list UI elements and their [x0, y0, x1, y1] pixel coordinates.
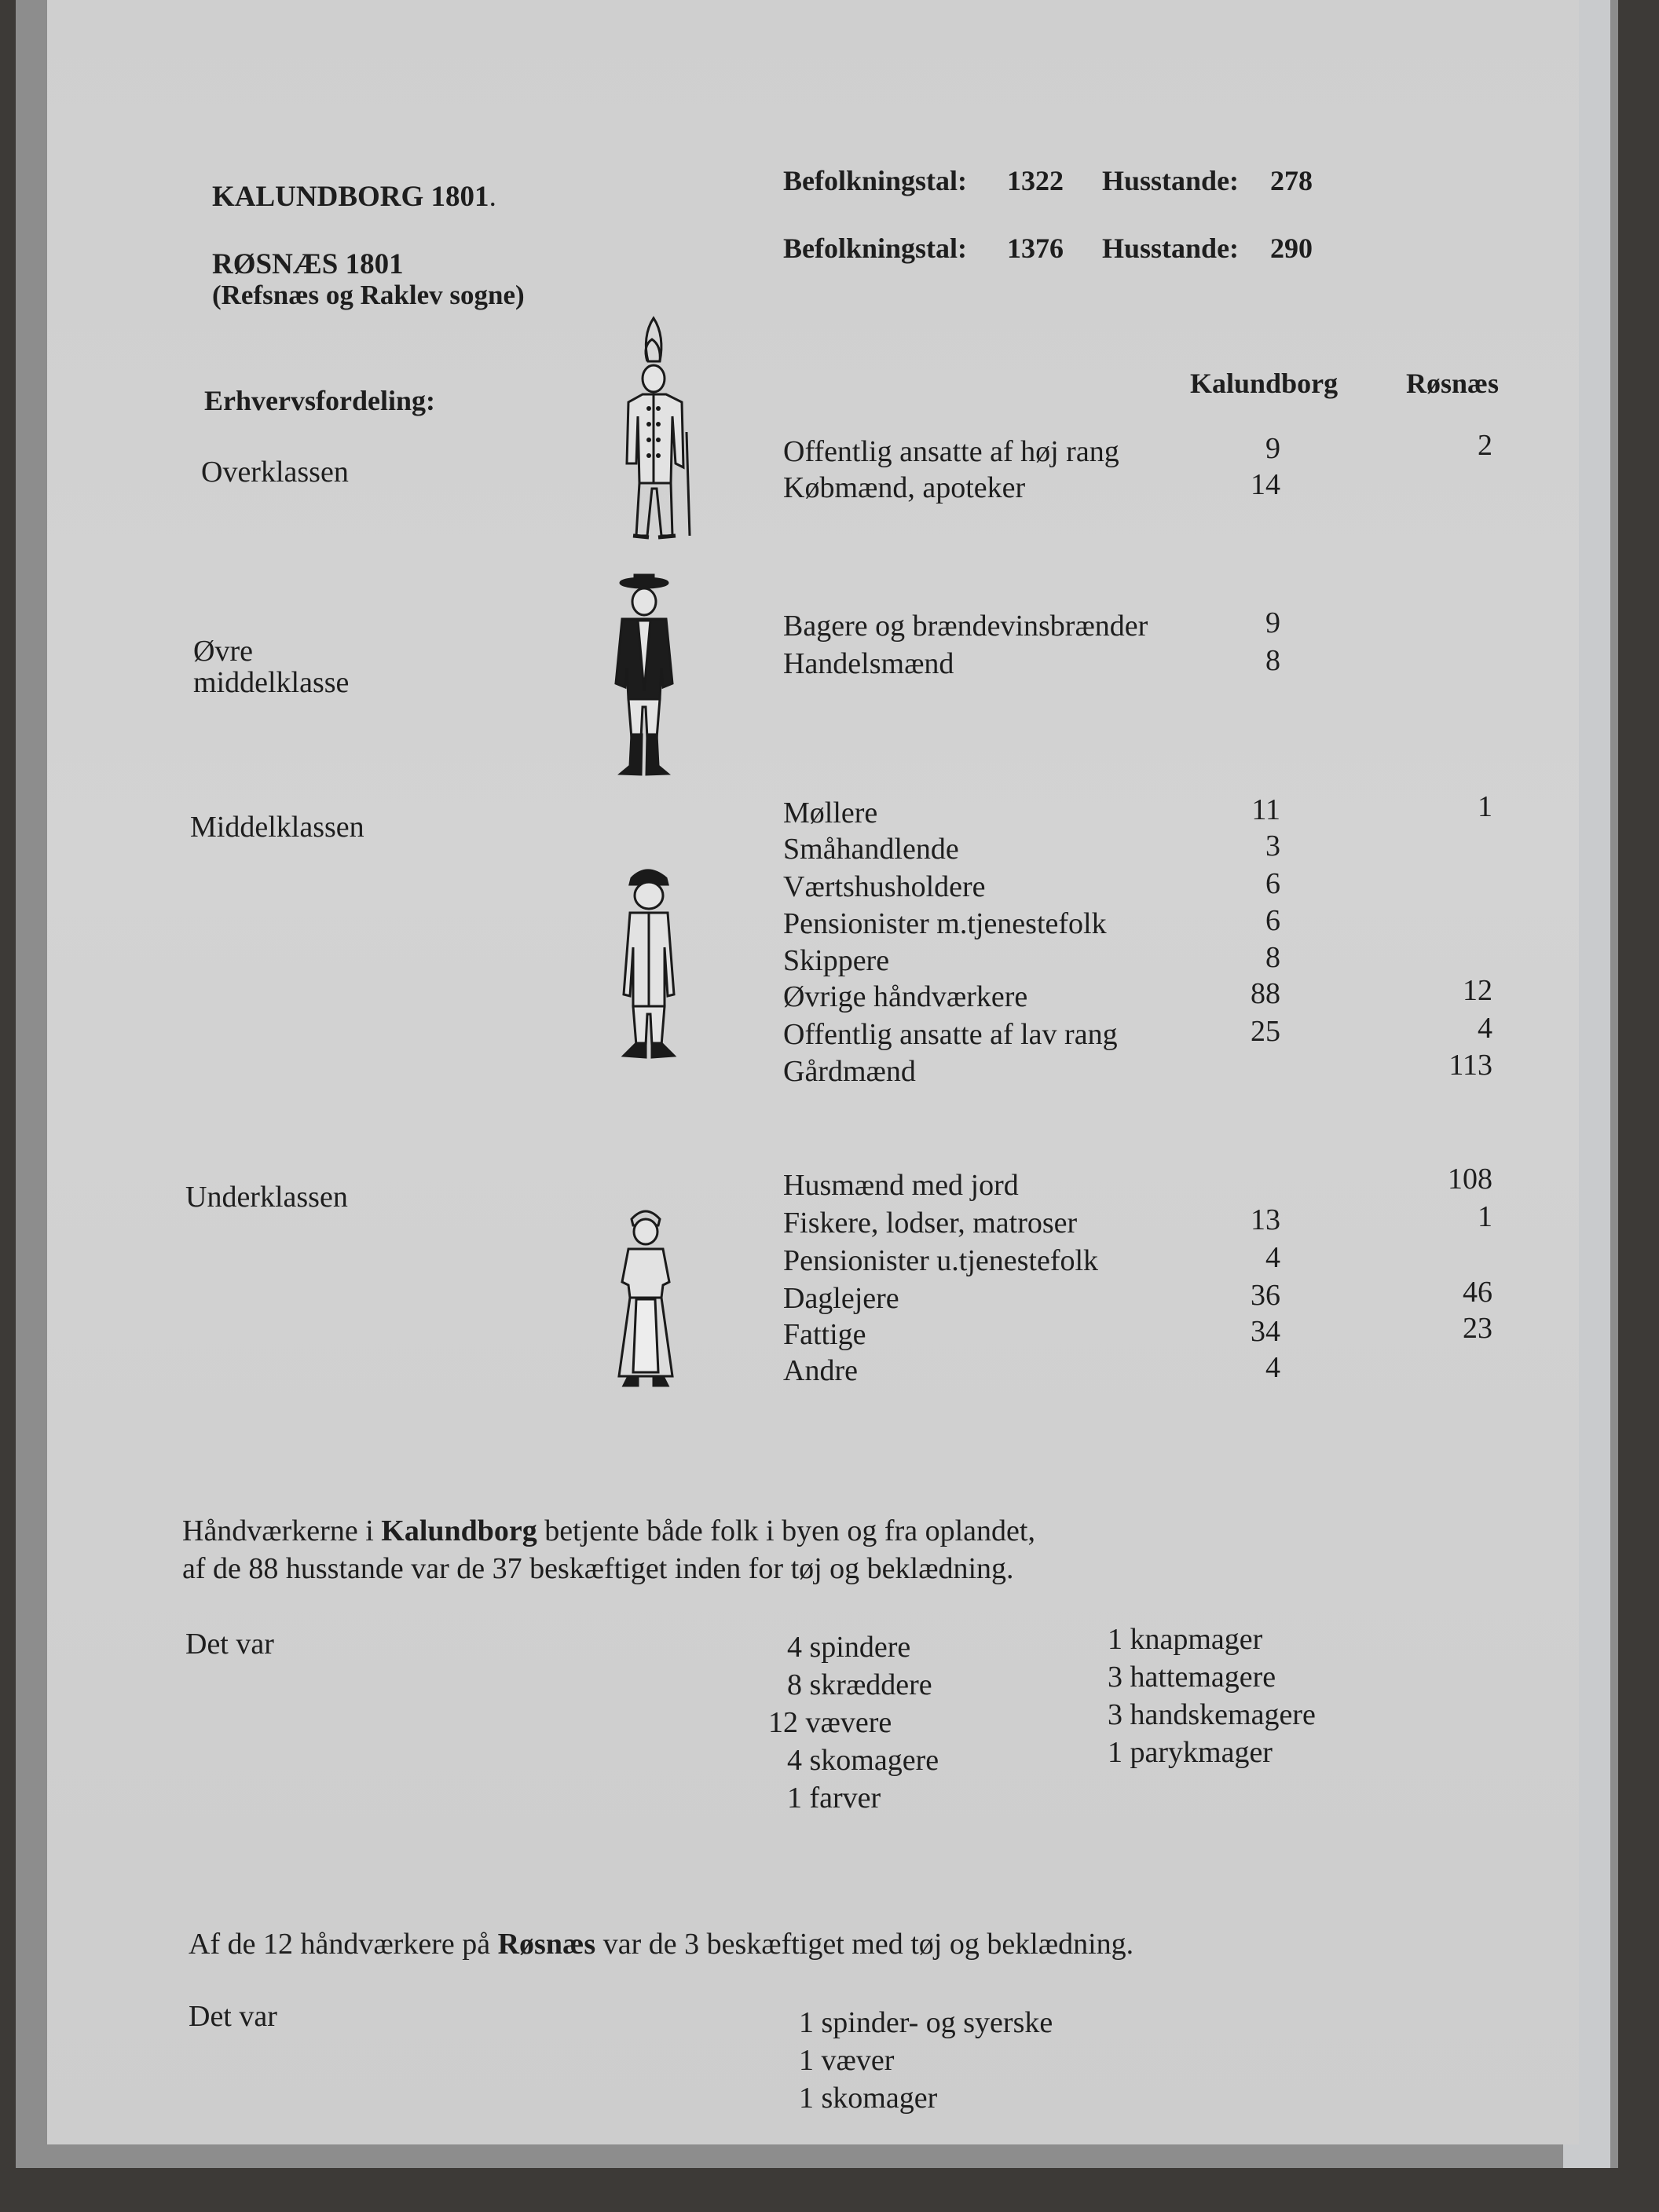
column-rosnaes: Røsnæs [1406, 368, 1500, 399]
rosnaes-title: RØSNÆS 1801 [212, 248, 404, 280]
kalundborg-households: 278 [1270, 165, 1313, 196]
rosnaes-count: 1 [1478, 1200, 1492, 1233]
rosnaes-subtitle: (Refsnæs og Raklev sogne) [212, 280, 525, 310]
kalundborg-count: 4 [1265, 1241, 1280, 1274]
rosnaes-count: 12 [1463, 974, 1492, 1007]
rosnaes-households: 290 [1270, 233, 1313, 264]
occupation-label: Pensionister u.tjenestefolk [783, 1244, 1099, 1277]
occupation-label: Øvrige håndværkere [783, 980, 1028, 1013]
rosnaes-households-label: Husstande: [1102, 233, 1240, 264]
kalundborg-count: 11 [1251, 793, 1280, 826]
rosnaes-count: 113 [1448, 1049, 1492, 1082]
trade-item: 4 spindere [787, 1631, 911, 1664]
burgher-figure [597, 573, 691, 782]
occupation-label: Bagere og brændevinsbrænder [783, 610, 1148, 643]
trade-item: 1 knapmager [1108, 1623, 1263, 1656]
occupation-label: Fiskere, lodser, matroser [783, 1207, 1078, 1240]
kalundborg-population-label: Befolkningstal: [783, 165, 968, 196]
kalundborg-count: 25 [1251, 1015, 1280, 1048]
column-kalundborg: Kalundborg [1190, 368, 1339, 399]
kalundborg-count: 14 [1251, 468, 1280, 501]
kalundborg-count: 4 [1265, 1351, 1280, 1384]
kalundborg-det-var: Det var [185, 1628, 274, 1661]
trade-item: 1 væver [799, 2044, 895, 2077]
occupation-label: Daglejere [783, 1282, 899, 1315]
rosnaes-count: 2 [1478, 429, 1492, 462]
occupation-label: Handelsmænd [783, 647, 954, 680]
trade-item: 12 vævere [768, 1706, 892, 1739]
occupation-label: Offentlig ansatte af lav rang [783, 1018, 1118, 1051]
peasant-woman-figure [606, 1203, 685, 1392]
class-ovre-middelklasse-line2: middelklasse [193, 666, 350, 699]
occupation-label: Gårdmænd [783, 1055, 916, 1088]
kalundborg-count: 88 [1251, 977, 1280, 1010]
kalundborg-count: 13 [1251, 1203, 1280, 1236]
rosnaes-count: 108 [1448, 1163, 1492, 1196]
rosnaes-population-label: Befolkningstal: [783, 233, 968, 264]
kalundborg-note-line1: Håndværkerne i Kalundborg betjente både folk i byen og fra oplandet, [182, 1514, 1035, 1547]
class-underklassen: Underklassen [185, 1181, 348, 1214]
trade-item: 4 skomagere [787, 1744, 939, 1777]
kalundborg-count: 9 [1265, 606, 1280, 639]
kalundborg-title: KALUNDBORG 1801. [212, 181, 496, 213]
occupation-label: Møllere [783, 797, 878, 830]
occupation-label: Husmænd med jord [783, 1169, 1019, 1202]
occupation-label: Småhandlende [783, 833, 959, 866]
trade-item: 1 spinder- og syerske [799, 2006, 1053, 2039]
occupation-label: Værtshusholdere [783, 870, 986, 903]
trade-item: 3 hattemagere [1108, 1661, 1276, 1694]
occupation-label: Pensionister m.tjenestefolk [783, 907, 1107, 940]
rosnaes-det-var: Det var [189, 2000, 277, 2033]
kalundborg-note-line2: af de 88 husstande var de 37 beskæftiget inden for tøj og beklædning. [182, 1552, 1014, 1585]
occupation-label: Andre [783, 1354, 858, 1387]
rosnaes-population: 1376 [1007, 233, 1064, 264]
trade-item: 8 skræddere [787, 1668, 932, 1701]
kalundborg-population: 1322 [1007, 165, 1064, 196]
occupation-label: Offentlig ansatte af høj rang [783, 435, 1119, 468]
kalundborg-households-label: Husstande: [1102, 165, 1240, 196]
document-page [47, 0, 1579, 2144]
rosnaes-count: 46 [1463, 1276, 1492, 1309]
kalundborg-count: 9 [1265, 432, 1280, 465]
officer-figure [605, 314, 699, 542]
kalundborg-count: 36 [1251, 1279, 1280, 1312]
trade-item: 1 parykmager [1108, 1736, 1273, 1769]
rosnaes-count: 1 [1478, 790, 1492, 823]
trade-item: 1 skomager [799, 2082, 938, 2115]
distribution-heading: Erhvervsfordeling: [204, 385, 435, 416]
rosnaes-count: 4 [1478, 1012, 1492, 1045]
class-ovre-middelklasse-line1: Øvre [193, 635, 253, 668]
class-middelklassen: Middelklassen [190, 811, 364, 844]
kalundborg-count: 6 [1265, 904, 1280, 937]
class-overklassen: Overklassen [201, 456, 349, 489]
occupation-label: Skippere [783, 944, 890, 977]
kalundborg-count: 3 [1265, 830, 1280, 862]
trade-item: 3 handskemagere [1108, 1698, 1316, 1731]
craftsman-figure [602, 861, 696, 1065]
trade-item: 1 farver [787, 1782, 881, 1815]
rosnaes-note: Af de 12 håndværkere på Røsnæs var de 3 beskæftiget med tøj og beklædning. [189, 1928, 1134, 1961]
kalundborg-count: 6 [1265, 867, 1280, 900]
rosnaes-count: 23 [1463, 1312, 1492, 1345]
kalundborg-count: 8 [1265, 941, 1280, 974]
occupation-label: Købmænd, apoteker [783, 471, 1026, 504]
occupation-label: Fattige [783, 1318, 866, 1351]
kalundborg-count: 34 [1251, 1315, 1280, 1348]
kalundborg-count: 8 [1265, 644, 1280, 677]
